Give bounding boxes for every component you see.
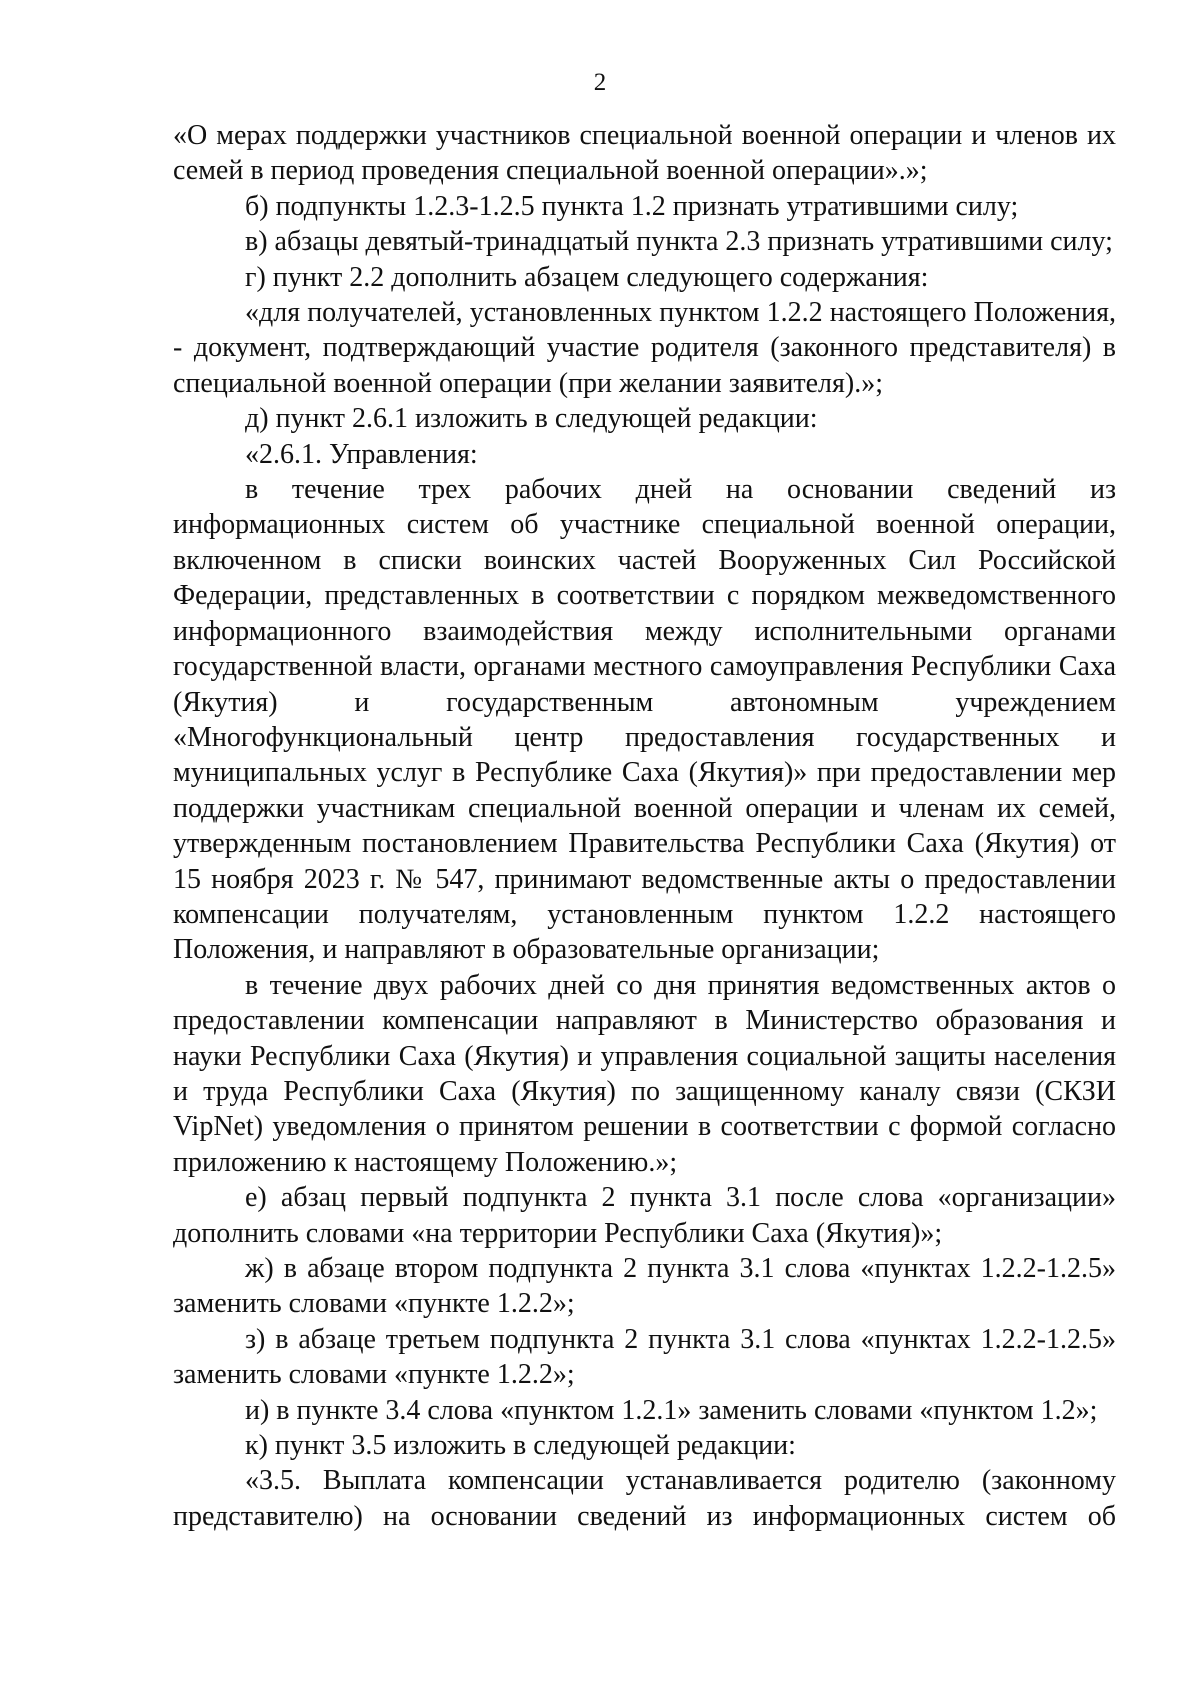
- paragraph-item-e: е) абзац первый подпункта 2 пункта 3.1 после слова «организации» дополнить словами «на территории Республики Саха (Якутия)»;: [173, 1182, 1116, 1249]
- paragraph-item-g: г) пункт 2.2 дополнить абзацем следующего содержания:: [245, 261, 929, 293]
- document-body: [173, 118, 1116, 1534]
- paragraph-item-k: к) пункт 3.5 изложить в следующей редакции:: [245, 1430, 796, 1462]
- paragraph-two-days: в течение двух рабочих дней со дня принятия ведомственных актов о предоставлении компенсации направляют в Министерство образования и науки Республики Саха (Якутия) и управления социальной защиты населения и труда Республики Саха (Якутия) по защищенному каналу связи (СКЗИ VipNet) уведомления о принятом решении в соответствии с формой согласно приложению к настоящему Положению.»;: [173, 969, 1116, 1178]
- paragraph-item-b: б) подпункты 1.2.3-1.2.5 пункта 1.2 признать утратившими силу;: [245, 190, 1019, 222]
- page-number: 2: [593, 69, 607, 96]
- paragraph-three-days: в течение трех рабочих дней на основании сведений из информационных систем об участнике специальной военной операции, включенном в списки воинских частей Вооруженных Сил Российской Федерации, представленных в соответствии с порядком межведомственного информационного взаимодействия между исполнительными органами государственной власти, органами местного самоуправления Республики Саха (Якутия) и государственным автономным учреждением «Многофункциональный центр предоставления государственных и муниципальных услуг в Республике Саха (Якутия)» при предоставлении мер поддержки участникам специальной военной операции и членам их семей, утвержденным постановлением Правительства Республики Саха (Якутия) от 15 ноября 2023 г. № 547, принимают ведомственные акты о предоставлении компенсации получателям, установленным пунктом 1.2.2 настоящего Положения, и направляют в образовательные организации;: [173, 474, 1116, 966]
- paragraph-item-i: и) в пункте 3.4 слова «пунктом 1.2.1» заменить словами «пунктом 1.2»;: [245, 1394, 1098, 1426]
- paragraph-item-z: з) в абзаце третьем подпункта 2 пункта 3.1 слова «пунктах 1.2.2-1.2.5» заменить словами «пункте 1.2.2»;: [173, 1323, 1116, 1391]
- paragraph-heading-2-6-1: «2.6.1. Управления:: [245, 438, 478, 470]
- paragraph-quote-recipients: «для получателей, установленных пунктом 1.2.2 настоящего Положения, - документ, подтверждающий участие родителя (законного представителя) в специальной военной операции (при желании заявителя).»;: [173, 297, 1116, 399]
- paragraph-item-zh: ж) в абзаце втором подпункта 2 пункта 3.1 слова «пунктах 1.2.2-1.2.5» заменить словами «пункте 1.2.2»;: [173, 1253, 1116, 1320]
- paragraph-item-d: д) пункт 2.6.1 изложить в следующей редакции:: [245, 403, 818, 435]
- paragraph-continuation: «О мерах поддержки участников специальной военной операции и членов их семей в период проведения специальной военной операции».»;: [173, 120, 1116, 187]
- paragraph-quote-3-5: «3.5. Выплата компенсации устанавливается родителю (законному представителю) на основании сведений из информационных систем об: [173, 1465, 1116, 1532]
- paragraph-item-v: в) абзацы девятый-тринадцатый пункта 2.3 признать утратившими силу;: [245, 226, 1113, 258]
